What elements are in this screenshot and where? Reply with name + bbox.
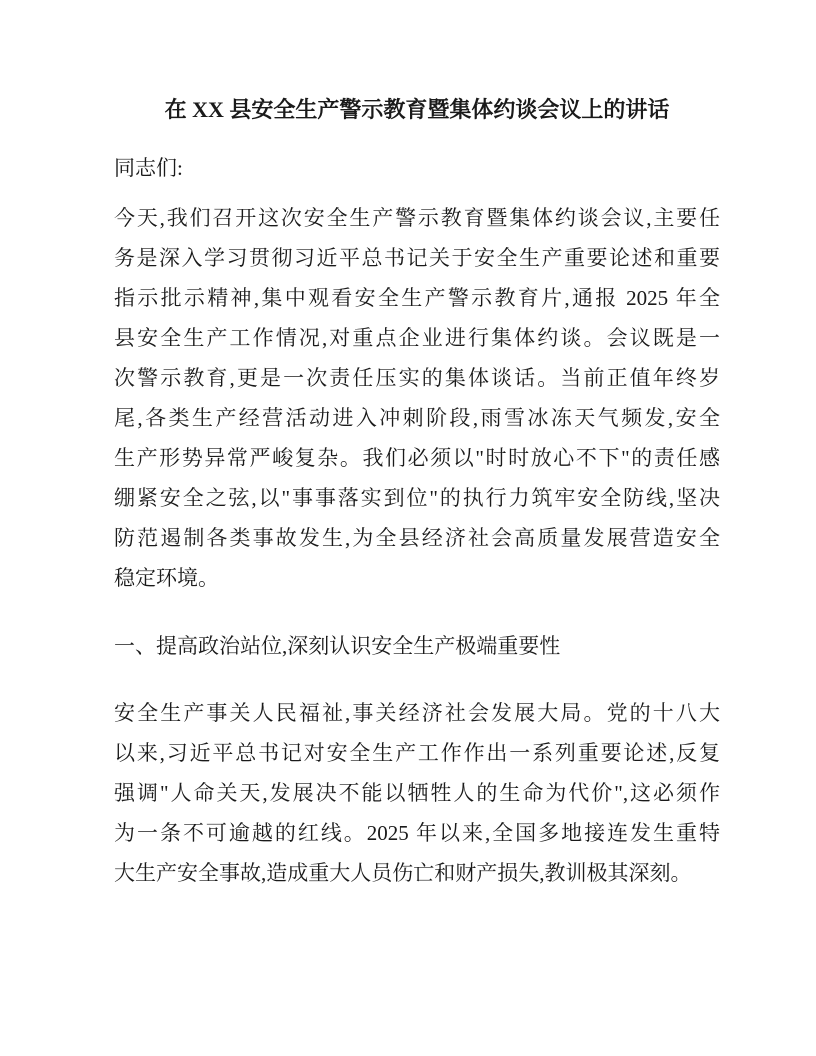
paragraph-line: 安全生产事关人民福祉,事关经济社会发展大局。党的十八大 xyxy=(114,701,720,725)
paragraph-line: 尾,各类生产经营活动进入冲刺阶段,雨雪冰冻天气频发,安全 xyxy=(114,406,720,430)
paragraph-line: 生产形势异常严峻复杂。我们必须以"时时放心不下"的责任感 xyxy=(114,446,720,470)
section-heading-1: 一、提高政治站位,深刻认识安全生产极端重要性 xyxy=(114,634,561,658)
paragraph-line: 绷紧安全之弦,以"事事落实到位"的执行力筑牢安全防线,坚决 xyxy=(114,486,720,510)
salutation: 同志们: xyxy=(114,156,183,180)
paragraph-line: 大生产安全事故,造成重大人员伤亡和财产损失,教训极其深刻。 xyxy=(114,861,692,885)
paragraph-line: 为一条不可逾越的红线。2025 年以来,全国多地接连发生重特 xyxy=(114,821,720,845)
paragraph-1 xyxy=(114,198,720,598)
paragraph-line: 防范遏制各类事故发生,为全县经济社会高质量发展营造安全 xyxy=(114,526,720,550)
paragraph-line: 今天,我们召开这次安全生产警示教育暨集体约谈会议,主要任 xyxy=(114,206,720,230)
paragraph-line: 指示批示精神,集中观看安全生产警示教育片,通报 2025 年全 xyxy=(114,286,720,310)
paragraph-line: 次警示教育,更是一次责任压实的集体谈话。当前正值年终岁 xyxy=(114,366,720,390)
paragraph-line: 强调"人命关天,发展决不能以牺牲人的生命为代价",这必须作 xyxy=(114,781,720,805)
document-body xyxy=(114,90,720,893)
document-title: 在 XX 县安全生产警示教育暨集体约谈会议上的讲话 xyxy=(164,97,670,122)
paragraph-line: 县安全生产工作情况,对重点企业进行集体约谈。会议既是一 xyxy=(114,326,720,350)
paragraph-2 xyxy=(114,693,720,893)
paragraph-line: 务是深入学习贯彻习近平总书记关于安全生产重要论述和重要 xyxy=(114,246,720,270)
paragraph-line: 以来,习近平总书记对安全生产工作作出一系列重要论述,反复 xyxy=(114,741,720,765)
paragraph-line: 稳定环境。 xyxy=(114,566,219,590)
